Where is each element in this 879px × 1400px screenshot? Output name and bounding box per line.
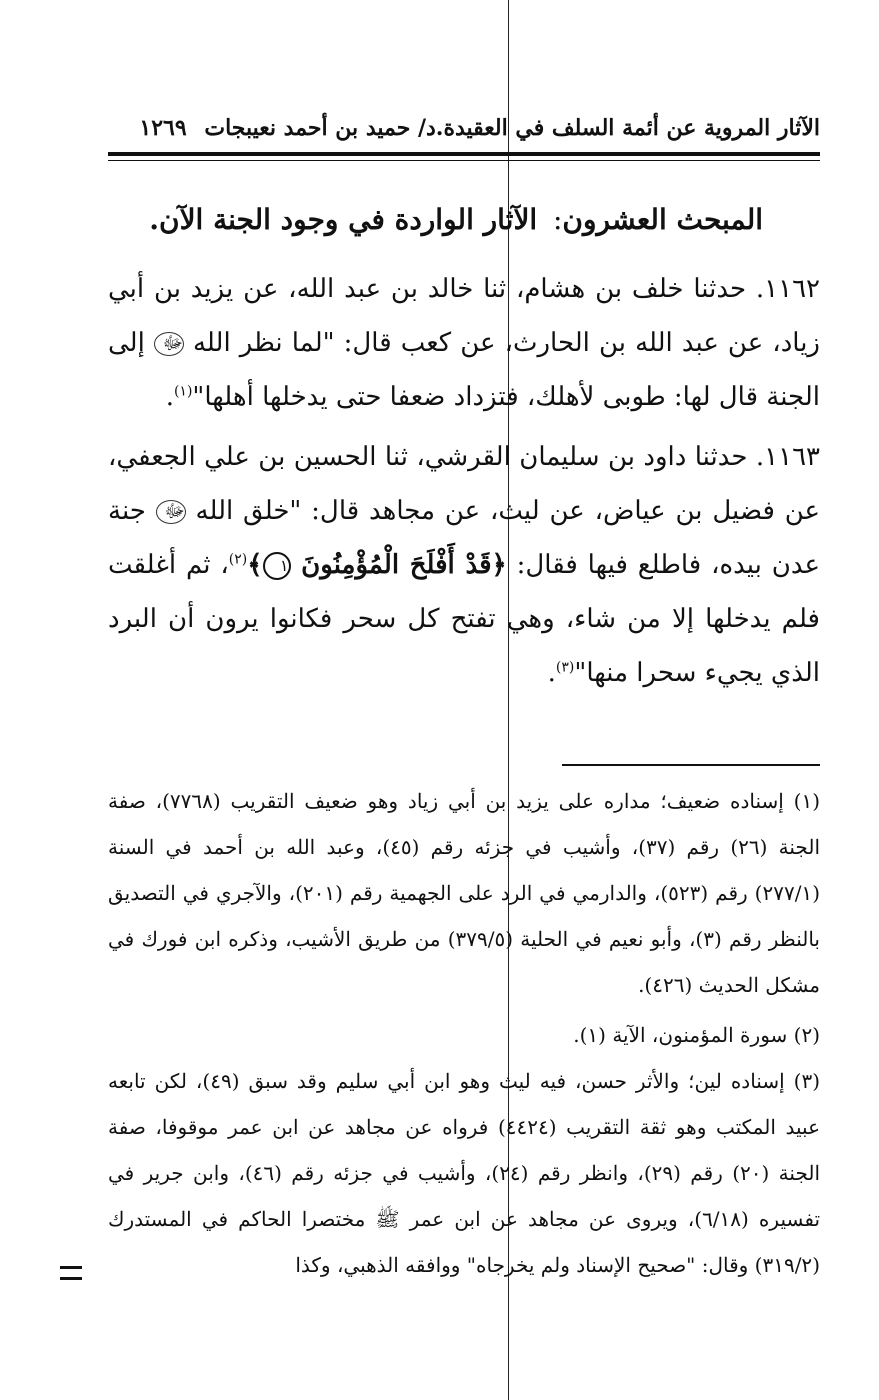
footnote-1: (١) إسناده ضعيف؛ مداره على يزيد بن أبي زياد وهو ضعيف التقريب (٧٧٦٨)، صفة الجنة (٢٦) رقم (٣٧)، وأشيب في جزئه رقم (٤٥)، وعبد الله بن أحمد في السنة (٢٧٧/١) رقم (٥٢٣)، والدارمي في الرد على الجهمية رقم (٢٠١)، والآجري في التصديق بالنظر رقم (٣)، وأبو نعيم في الحلية (٣٧٩/٥) من طريق الأشيب، وذكره ابن فورك في مشكل الحديث (٤٢٦). <box>108 789 820 997</box>
running-header <box>108 108 820 148</box>
narration-text-cont: إلى الجنة قال لها: طوبى لأهلك، فتزداد ضعفا حتى يدخلها أهلها" <box>108 328 820 412</box>
narration-text-cont2: ، ثم أغلقت فلم يدخلها إلا من شاء، وهي تفتح كل سحر فكانوا يرون أن البرد الذي يجيء سحرا منها" <box>108 550 820 688</box>
continuation-mark-icon <box>60 1258 84 1298</box>
ayah-number-icon: ١ <box>263 552 291 580</box>
footnote-ref: (٣) <box>555 659 575 676</box>
header-title: الآثار المروية عن أئمة السلف في العقيدة.د/ حميد بن أحمد نعيبجات <box>204 115 820 141</box>
narration-number: ١١٦٣. <box>755 442 820 472</box>
quran-close: ﴾ <box>247 550 263 580</box>
header-rule-thin <box>108 160 820 161</box>
narration-number: ١١٦٢. <box>755 274 820 304</box>
header-rule-thick <box>108 152 820 156</box>
narration-1162 <box>108 262 820 424</box>
narration-end: . <box>165 382 174 412</box>
footnote-ref: (١) <box>173 383 193 400</box>
section-title: المبحث العشرون <box>562 203 763 236</box>
honorific-glyph-icon: ﷻ <box>154 332 184 356</box>
quran-text: ﴿قَدْ أَفْلَحَ الْمُؤْمِنُونَ <box>301 550 507 580</box>
narration-text-cont: جنة عدن بيده، فاطلع فيها فقال: <box>108 496 820 580</box>
narration-end: . <box>547 658 556 688</box>
section-heading <box>108 194 763 246</box>
footnote-separator <box>562 764 820 766</box>
footnote-ref: (٢) <box>228 551 248 568</box>
footnote-3: (٣) إسناده لين؛ والأثر حسن، فيه ليث وهو ابن أبي سليم وقد سبق (٤٩)، لكن تابعه عبيد المكتب وهو ثقة التقريب (٤٤٢٤) فرواه عن مجاهد عن ابن عمر موقوفا، صفة الجنة (٢٠) رقم (٢٩)، وانظر رقم (٢٤)، وأشيب في جزئه رقم (٤٦)، وابن جرير في تفسيره (٦/١٨)، ويروى عن مجاهد عن ابن عمر ﷺ مختصرا الحاكم في المستدرك (٣١٩/٢) وقال: "صحيح الإسناد ولم يخرجاه" ووافقه الذهبي، وكذا <box>108 1069 821 1277</box>
footnote-2: (٢) سورة المؤمنون، الآية (١). <box>573 1023 820 1047</box>
section-subtitle: الآثار الواردة في وجود الجنة الآن. <box>149 203 538 236</box>
honorific-glyph-icon: ﷻ <box>156 500 186 524</box>
narration-1163 <box>108 430 820 700</box>
section-colon: : <box>552 203 563 236</box>
narration-text: حدثنا داود بن سليمان القرشي، ثنا الحسين بن علي الجعفي، عن فضيل بن عياض، عن ليث، عن مجاهد قال: "خلق الله <box>108 442 821 526</box>
quran-verse <box>247 550 507 580</box>
page-number: ١٢٦٩ <box>139 115 187 141</box>
narration-text: حدثنا خلف بن هشام، ثنا خالد بن عبد الله، عن يزيد بن أبي زياد، عن عبد الله بن الحارث، عن كعب قال: "لما نظر الله <box>108 274 820 358</box>
